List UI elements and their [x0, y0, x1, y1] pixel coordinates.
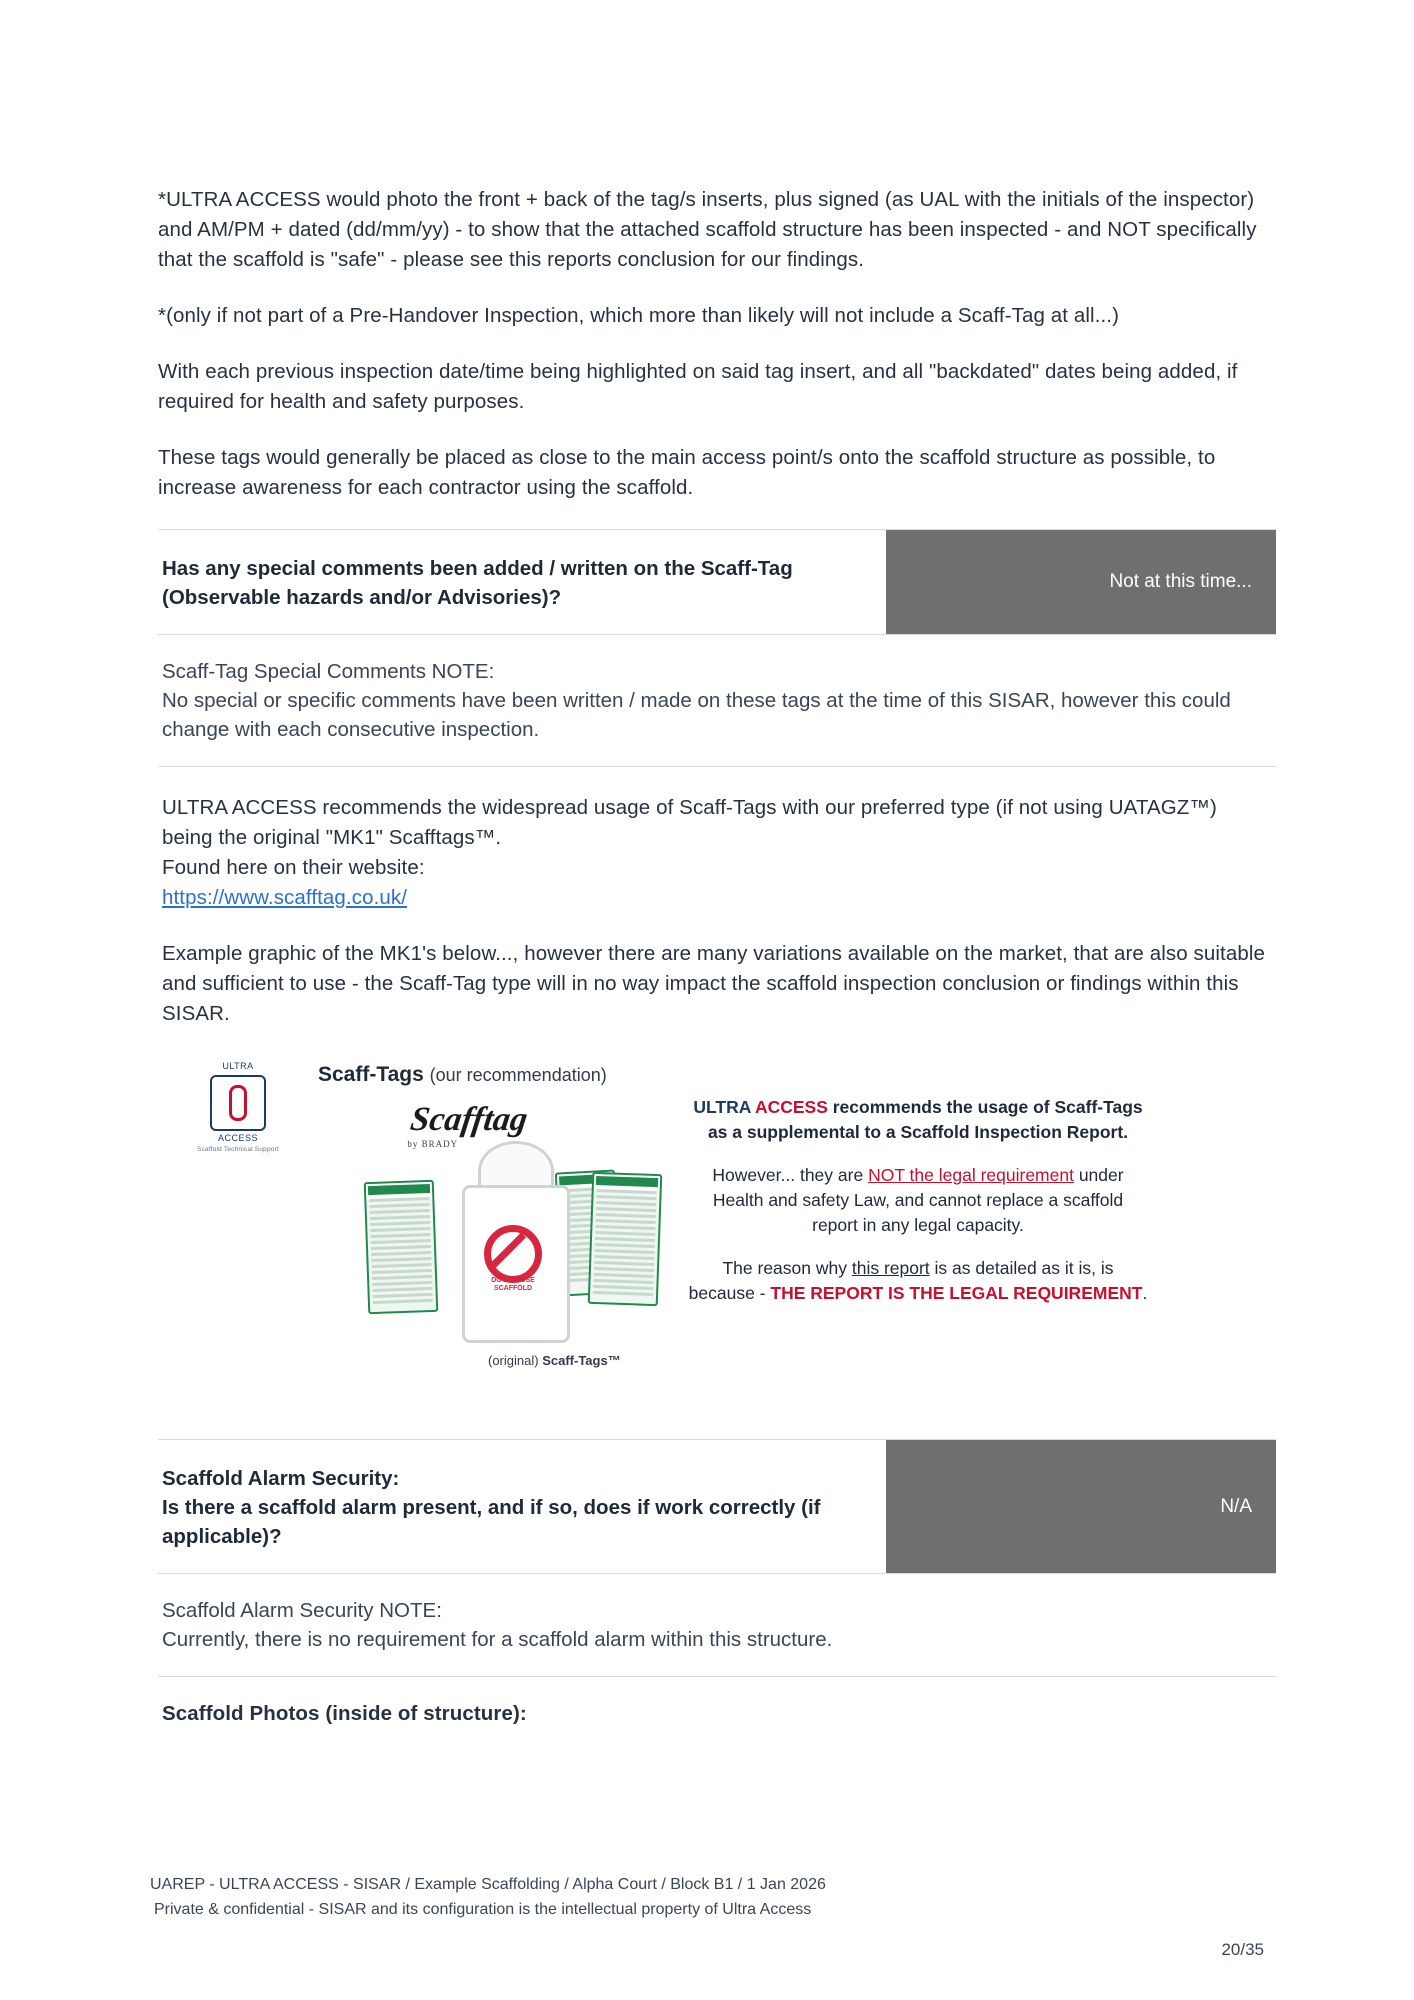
panel-p2-pre: However... they are	[712, 1165, 869, 1185]
scafftag-holder-illustration	[448, 1141, 578, 1341]
scafftag-insert-left	[364, 1180, 439, 1314]
note-title-special-comments: Scaff-Tag Special Comments NOTE:	[162, 660, 495, 683]
recommendation-line-1: ULTRA ACCESS recommends the widespread usage of Scaff-Tags with our preferred type (if not using UATAGZ™) being the original "MK1" Scafftags™.	[162, 796, 1217, 849]
graphic-title	[318, 1063, 607, 1087]
graphic-caption	[488, 1353, 621, 1368]
note-title-scaffold-alarm: Scaffold Alarm Security NOTE:	[162, 1599, 442, 1622]
note-special-comments	[158, 635, 1276, 766]
paragraph-prehandover-note: *(only if not part of a Pre-Handover Inspection, which more than likely will not include a Scaff-Tag at all...)	[158, 304, 1120, 327]
panel-p3-mid: is as detailed as it is, is because -	[688, 1258, 1114, 1303]
scafftag-website-link[interactable]: https://www.scafftag.co.uk/	[162, 886, 408, 909]
graphic-caption-prefix: (original)	[488, 1353, 539, 1368]
logo-subtitle: Scaffold Technical Support	[197, 1146, 279, 1153]
question-label-scaffold-alarm	[158, 1440, 886, 1573]
scafftag-insert-right	[588, 1172, 663, 1306]
panel-p2-post: under Health and safety Law, and cannot replace a scaffold report in any legal capacity.	[712, 1165, 1124, 1235]
panel-heading	[688, 1095, 1148, 1145]
panel-p3-underline: this report	[851, 1258, 930, 1278]
graphic-title-bold: Scaff-Tags	[318, 1063, 424, 1086]
question-label-special-comments: Has any special comments been added / written on the Scaff-Tag (Observable hazards and/or Advisories)?	[162, 557, 793, 609]
logo-bottom-text: ACCESS	[217, 1133, 258, 1143]
insert-lines	[366, 1195, 436, 1309]
panel-heading-ultra: ULTRA	[693, 1097, 751, 1117]
panel-paragraph-3	[688, 1256, 1148, 1306]
scafftag-brand-subtext: by BRADY	[407, 1139, 459, 1149]
paragraph-backdated-note: With each previous inspection date/time being highlighted on said tag insert, and all "backdated" dates being added, if required for health and safety purposes.	[158, 360, 1238, 413]
insert-lines	[590, 1187, 660, 1301]
note-scaffold-alarm	[158, 1574, 1276, 1676]
ultra-access-logo	[196, 1061, 280, 1155]
insert-header-stripe	[368, 1184, 430, 1195]
note-body-special-comments: No special or specific comments have been written / made on these tags at the time of this SISAR, however this could change with each consecutive inspection.	[162, 689, 1231, 741]
question-label-line-2: Is there a scaffold alarm present, and if so, does if work correctly (if applicable)?	[162, 1496, 821, 1548]
page-footer	[150, 1872, 1280, 1922]
question-row-scaffold-alarm	[158, 1440, 1276, 1573]
recommendation-paragraph: Example graphic of the MK1's below..., however there are many variations available on the market, that are also suitable and sufficient to use - the Scaff-Tag type will in no way impact the scaffold inspection conclusion or findings within this SISAR.	[162, 942, 1265, 1025]
note-body-scaffold-alarm: Currently, there is no requirement for a scaffold alarm within this structure.	[162, 1628, 833, 1651]
page-number: 20/35	[1221, 1940, 1264, 1959]
panel-heading-access: ACCESS	[754, 1097, 828, 1117]
question-label-line-1: Scaffold Alarm Security:	[162, 1467, 400, 1490]
footer-line-2: Private & confidential - SISAR and its configuration is the intellectual property of Ultra Access	[154, 1901, 812, 1918]
logo-top-text: ULTRA	[222, 1061, 254, 1071]
panel-p2-underline: NOT the legal requirement	[868, 1165, 1074, 1185]
panel-heading-rest: recommends the usage of Scaff-Tags as a supplemental to a Scaffold Inspection Report.	[707, 1097, 1143, 1142]
footer-line-1: UAREP - ULTRA ACCESS - SISAR / Example Scaffolding / Alpha Court / Block B1 / 1 Jan 2026	[150, 1876, 826, 1893]
scafftag-example-graphic	[158, 1053, 1276, 1413]
graphic-caption-bold: Scaff-Tags™	[542, 1353, 621, 1368]
answer-box-special-comments: Not at this time...	[886, 530, 1276, 634]
graphic-text-panel	[688, 1095, 1148, 1324]
paragraph-photo-note: *ULTRA ACCESS would photo the front + back of the tag/s inserts, plus signed (as UAL with the initials of the inspector) and AM/PM + dated (dd/mm/yy) - to show that the attached scaffold structure has been inspected - and NOT specifically that the scaffold is "safe" - please see this reports conclusion for our findings.	[158, 188, 1257, 271]
prohibition-icon	[484, 1225, 542, 1283]
panel-p3-pre: The reason why	[722, 1258, 852, 1278]
recommendation-line-2: Found here on their website:	[162, 856, 425, 879]
panel-paragraph-2	[688, 1163, 1148, 1238]
graphic-title-rest: (our recommendation)	[429, 1065, 607, 1085]
paragraph-tag-placement: These tags would generally be placed as close to the main access point/s onto the scaffold structure as possible, to increase awareness for each contractor using the scaffold.	[158, 446, 1216, 499]
insert-header-stripe	[596, 1176, 658, 1187]
section-heading-scaffold-photos: Scaffold Photos (inside of structure):	[162, 1702, 527, 1725]
scafftag-brand-text: Scafftag	[408, 1101, 530, 1138]
question-row-special-comments	[158, 530, 1276, 634]
tag-warning-text: DO NOT USE SCAFFOLD	[491, 1277, 535, 1292]
panel-p3-end: .	[1142, 1283, 1148, 1303]
document-content	[158, 185, 1265, 1729]
recommendation-block	[158, 767, 1276, 1035]
answer-box-scaffold-alarm: N/A	[886, 1440, 1276, 1573]
logo-mark-icon	[210, 1075, 266, 1131]
panel-p3-legal: THE REPORT IS THE LEGAL REQUIREMENT	[770, 1283, 1143, 1303]
